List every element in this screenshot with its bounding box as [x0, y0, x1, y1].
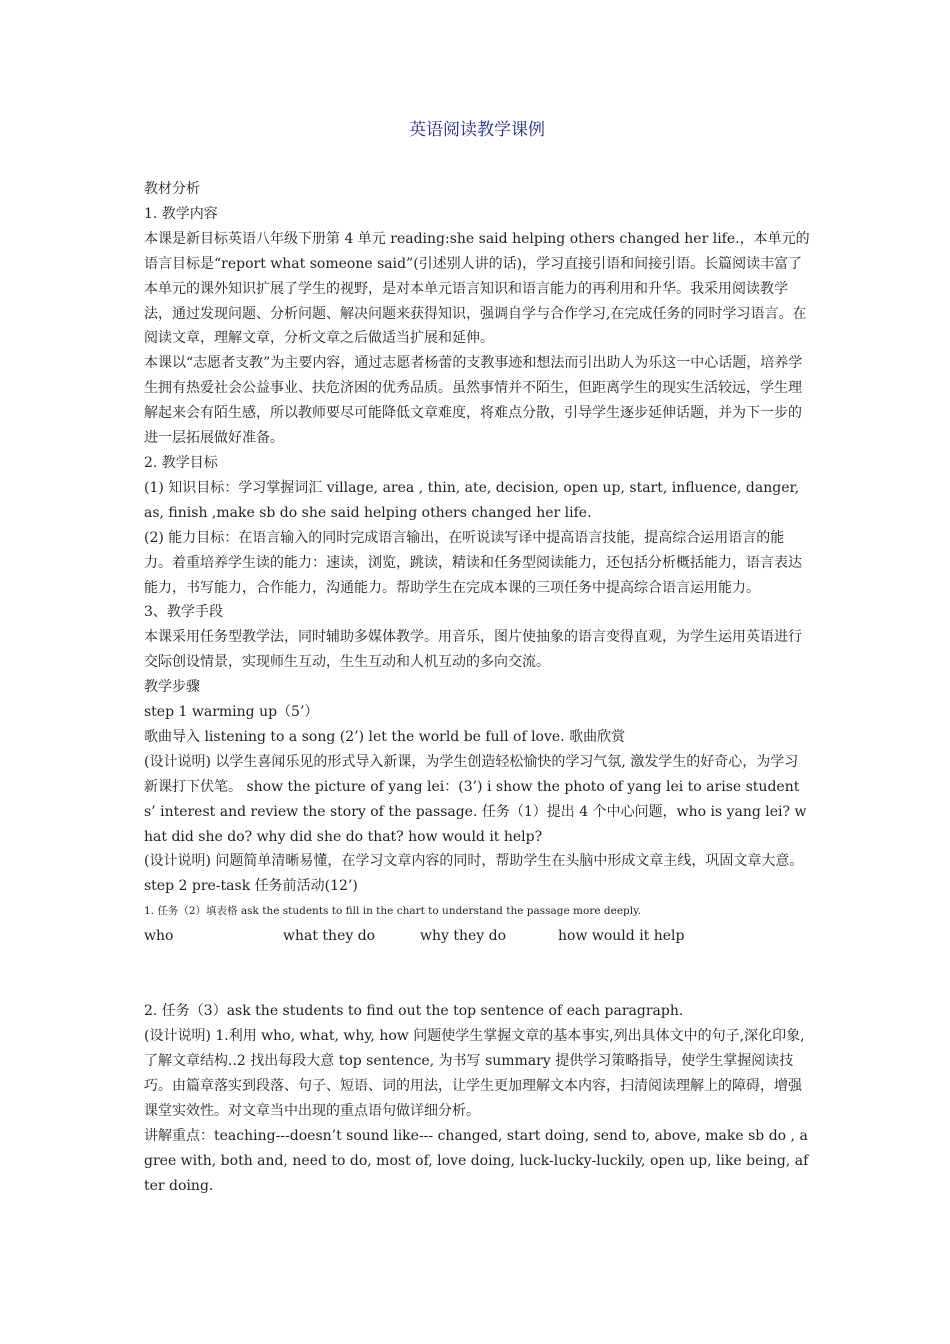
paragraph-content-intro: 本课是新目标英语八年级下册第 4 单元 reading:she said helping others changed her life.，本单元的语言目标是“report what someone said”(引述别人讲的话)，学习直接引语和间接引语。长篇阅读丰富了本单元的课外知识扩展了学生的视野，是对本单元语言知识和语言能力的再利用和升华。我采用阅读教学法，通过发现问题、分析问题、解决问题来获得知识，强调自学与合作学习,在完成任务的同时学习语言。在阅读文章，理解文章，分析文章之后做适当扩展和延伸。	[144, 230, 810, 347]
paragraph-ability-goal: (2) 能力目标：在语言输入的同时完成语言输出，在听说读写译中提高语言技能，提高综合运用语言的能力。着重培养学生读的能力：速读，浏览，跳读，精读和任务型阅读能力，还包括分析概括能力，语言表达能力，书写能力，合作能力，沟通能力。帮助学生在完成本课的三项任务中提高综合语言运用能力。	[144, 529, 802, 596]
subheading-teaching-methods: 3、教学手段	[144, 604, 223, 621]
task-3-instruction: 2. 任务（3）ask the students to find out the top sentence of each paragraph.	[144, 1003, 684, 1020]
paragraph-knowledge-goal: (1) 知识目标：学习掌握词汇 village, area , thin, ate, decision, open up, start, influence, danger, as, finish ,make sb do she said helping others changed her life.	[144, 479, 800, 521]
task-3-design-note: (设计说明) 1.利用 who, what, why, how 问题使学生掌握文章的基本事实,列出具体文中的句子,深化印象,了解文章结构..2 找出每段大意 top sentence, 为书写 summary 提供学习策略指导，使学生掌握阅读技巧。由篇章落实到段落、句子、短语、词的用法，让学生更加理解文本内容，扫清阅读理解上的障碍，增强课堂实效性。对文章当中出现的重点语句做详细分析。	[144, 1028, 805, 1119]
subheading-teaching-content: 1. 教学内容	[144, 205, 218, 222]
step-1-design-note: (设计说明) 以学生喜闻乐见的形式导入新课，为学生创造轻松愉快的学习气氛, 激发学生的好奇心，为学习新课打下伏笔。 show the picture of yang lei：(3’) i show the photo of yang lei to arise students’ interest and review the story of the passage. 任务（1）提出 4 个中心问题，who is yang lei? what did she do? why did she do that? how would it help?	[144, 753, 807, 845]
section-heading-material-analysis: 教材分析	[144, 181, 200, 197]
paragraph-content-theme: 本课以“志愿者支教”为主要内容，通过志愿者杨蕾的支教事迹和想法而引出助人为乐这一中心话题，培养学生拥有热爱社会公益事业、扶危济困的优秀品质。虽然事情并不陌生，但距离学生的现实生活较远，学生理解起来会有陌生感，所以教师要尽可能降低文章难度，将难点分散，引导学生逐步延伸话题，并为下一步的进一层拓展做好准备。	[144, 355, 803, 447]
chart-header-what: what they do	[283, 928, 376, 945]
step-2-heading: step 2 pre-task 任务前活动(12’)	[144, 878, 358, 895]
document-page	[144, 118, 810, 1199]
chart-header-row	[144, 924, 810, 949]
task-2-instruction: 1. 任务（2）填表格 ask the students to fill in the chart to understand the passage more deeply.	[144, 905, 642, 918]
chart-header-why: why they do	[420, 928, 507, 945]
key-points: 讲解重点：teaching---doesn’t sound like--- changed, start doing, send to, above, make sb do , agree with, both and, need to do, most of, love doing, luck-lucky-luckily, open up, like being, after doing.	[144, 1127, 809, 1194]
heading-teaching-steps: 教学步骤	[144, 679, 200, 696]
subheading-teaching-goals: 2. 教学目标	[144, 454, 218, 471]
step-1-design-note-2: (设计说明) 问题简单清晰易懂，在学习文章内容的同时，帮助学生在头脑中形成文章主线，巩固文章大意。	[144, 853, 804, 870]
chart-header-who: who	[144, 928, 174, 945]
paragraph-teaching-methods: 本课采用任务型教学法，同时辅助多媒体教学。用音乐，图片使抽象的语言变得直观，为学生运用英语进行交际创设情景，实现师生互动，生生互动和人机互动的多向交流。	[144, 629, 802, 671]
step-1-heading: step 1 warming up（5’）	[144, 704, 319, 721]
chart-header-how: how would it help	[558, 928, 685, 945]
step-1-song: 歌曲导入 listening to a song (2’) let the world be full of love. 歌曲欣赏	[144, 728, 626, 745]
document-title: 英语阅读教学课例	[409, 120, 545, 140]
